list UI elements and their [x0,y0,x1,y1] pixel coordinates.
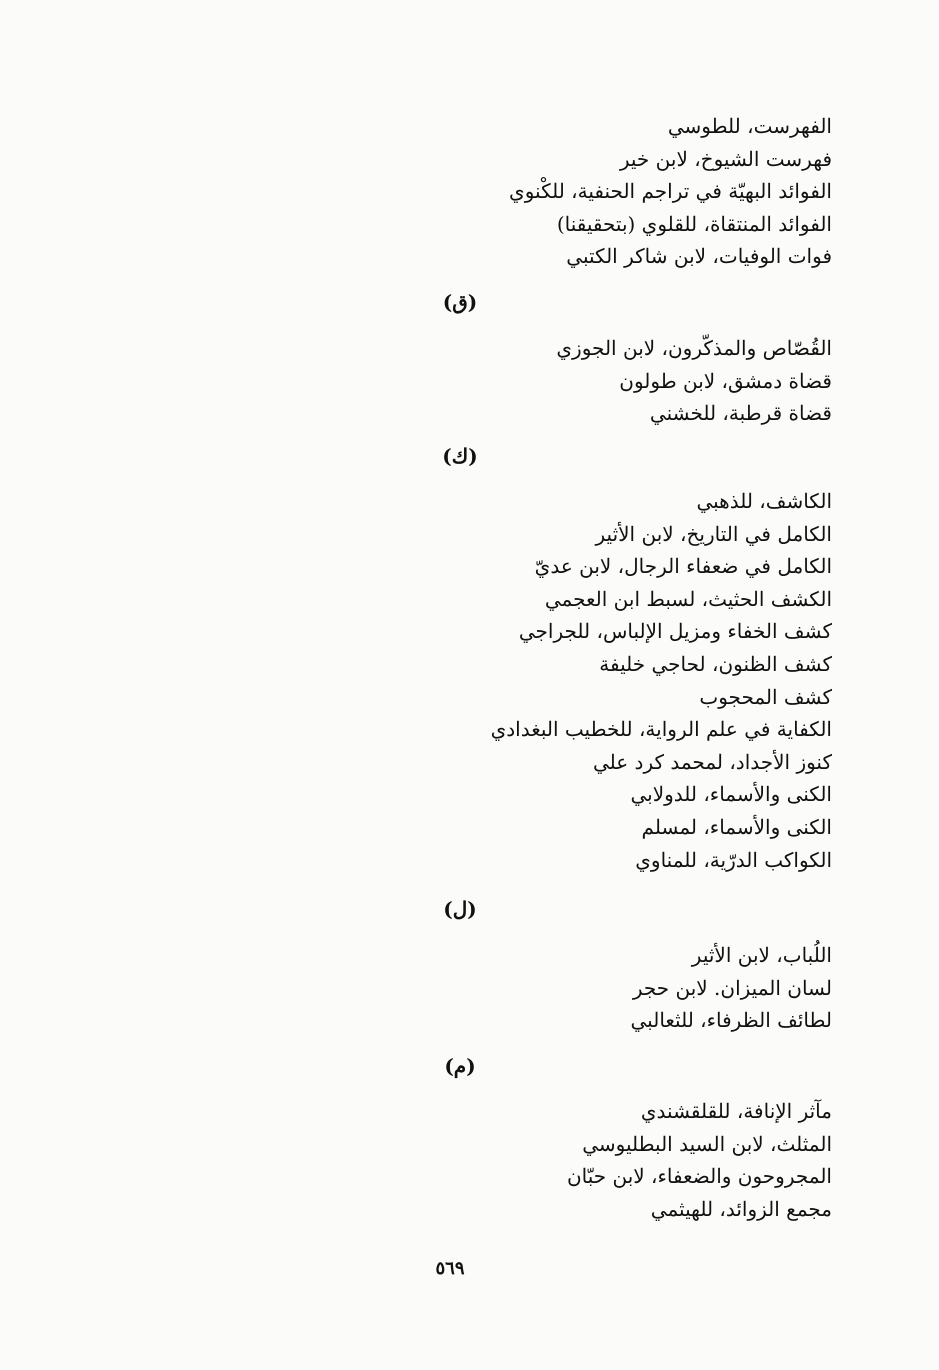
list-item: اللُباب، لابن الأثير [691,943,832,967]
list-item: مآثر الإنافة، للقلقشندي [640,1099,832,1123]
list-item: كشف المحجوب [699,684,832,709]
section-heading-mim: (م) [444,1054,476,1078]
list-item: الكفاية في علم الرواية، للخطيب البغدادي [490,717,832,742]
list-item: المجروحون والضعفاء، لابن حبّان [566,1164,832,1189]
list-item: مجمع الزوائد، للهيثمي [650,1196,832,1221]
list-item: الكامل في ضعفاء الرجال، لابن عديّ [534,554,832,579]
section-heading-lam: (ل) [443,897,477,921]
list-item: القُصّاص والمذكّرون، لابن الجوزي [556,336,832,360]
list-item: الفوائد البهيّة في تراجم الحنفية، للكْنوي [509,179,832,204]
page-number: ٥٦٩ [435,1258,465,1279]
entry-list-lam [372,939,832,1037]
entry-list-fa [372,110,832,273]
list-item: الكشف الحثيث، لسبط ابن العجمي [544,586,832,611]
list-item: الكواكب الدرّية، للمناوي [635,847,832,872]
entry-list-qaf [372,332,832,430]
list-item: الفوائد المنتقاة، للقلوي (بتحقيقنا) [556,211,832,236]
list-item: قضاة قرطبة، للخشني [649,401,832,426]
list-item: كشف الخفاء ومزيل الإلباس، للجراجي [518,619,832,644]
entry-list-kaf [372,485,832,876]
list-item: المثلث، لابن السيد البطليوسي [582,1131,832,1156]
list-item: كنوز الأجداد، لمحمد كرد علي [592,749,832,774]
list-item: كشف الظنون، لحاجي خليفة [599,651,832,676]
list-item: لسان الميزان. لابن حجر [632,975,832,1000]
list-item: الكاشف، للذهبي [696,489,832,513]
list-item: فهرست الشيوخ، لابن خير [619,146,832,171]
section-heading-kaf: (ك) [442,444,478,468]
list-item: الكامل في التاريخ، لابن الأثير [595,521,832,546]
list-item: الكنى والأسماء، لمسلم [641,814,832,839]
section-heading-qaf: (ق) [442,290,478,314]
list-item: قضاة دمشق، لابن طولون [619,368,832,393]
entry-list-mim [372,1095,832,1225]
list-item: الفهرست، للطوسي [667,114,832,138]
list-item: لطائف الظرفاء، للثعالبي [630,1008,832,1033]
list-item: الكنى والأسماء، للدولابي [630,782,832,807]
list-item: فوات الوفيات، لابن شاكر الكتبي [566,244,832,269]
